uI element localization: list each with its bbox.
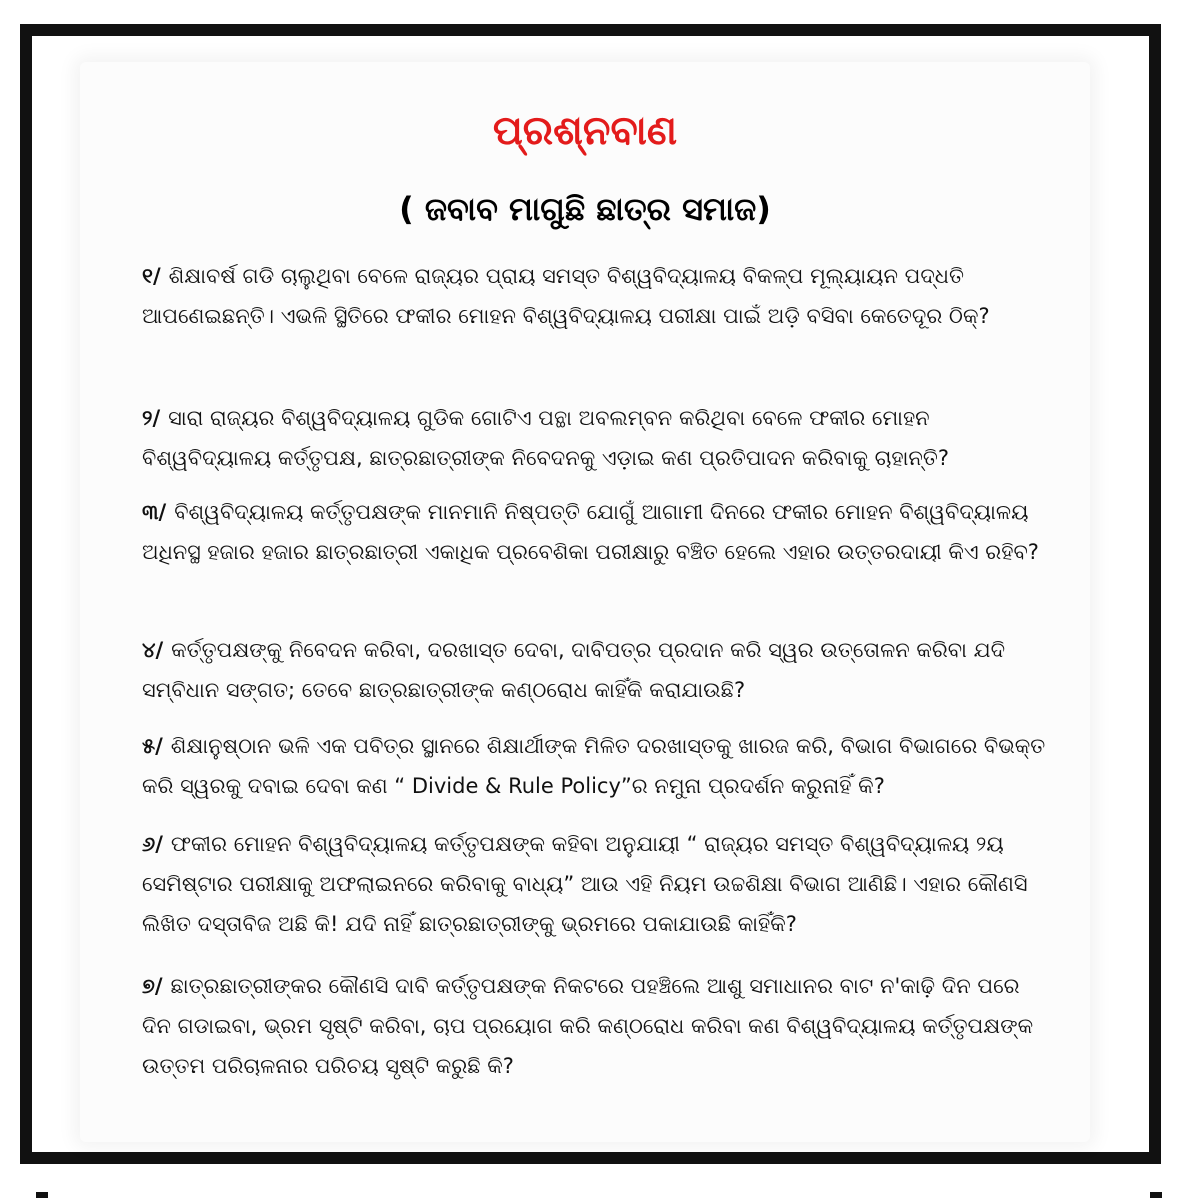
- question-item: [142, 630, 1047, 710]
- question-number: ୪/: [142, 638, 164, 662]
- question-number: ୫/: [142, 734, 163, 758]
- question-text: ବିଶ୍ୱବିଦ୍ୟାଳୟ କର୍ତ୍ତୃପକ୍ଷଙ୍କ ମାନମାନି ନିଷ୍ପତ୍ତି ଯୋଗୁଁ ଆଗାମୀ ଦିନରେ ଫକୀର ମୋହନ ବିଶ୍ୱବିଦ୍ୟାଳୟ ଅଧିନସ୍ଥ ହଜାର ହଜାର ଛାତ୍ରଛାତ୍ରୀ ଏକାଧିକ ପ୍ରବେଶିକା ପରୀକ୍ଷାରୁ ବଞ୍ଚିତ ହେଲେ ଏହାର ଉତ୍ତରଦାୟୀ କିଏ ରହିବ?: [142, 500, 1039, 564]
- document-frame: [20, 24, 1161, 1164]
- question-number: ୨/: [142, 406, 161, 430]
- question-item: [142, 726, 1047, 806]
- question-number: ୭/: [142, 974, 163, 998]
- question-item: [142, 966, 1047, 1086]
- question-number: ୧/: [142, 264, 161, 288]
- question-item: [142, 398, 1047, 478]
- document-card: [80, 62, 1090, 1142]
- question-text: କର୍ତ୍ତୃପକ୍ଷଙ୍କୁ ନିବେଦନ କରିବା, ଦରଖାସ୍ତ ଦେବା, ଦାବିପତ୍ର ପ୍ରଦାନ କରି ସ୍ୱର ଉତ୍ତୋଳନ କରିବା ଯଦି ସମ୍ବିଧାନ ସଙ୍ଗତ; ତେବେ ଛାତ୍ରଛାତ୍ରୀଙ୍କ କଣ୍ଠରୋଧ କାହିଁକି କରାଯାଉଛି?: [142, 638, 1006, 702]
- question-item: [142, 256, 1047, 336]
- question-number: ୩/: [142, 500, 167, 524]
- question-text: ଛାତ୍ରଛାତ୍ରୀଙ୍କର କୌଣସି ଦାବି କର୍ତ୍ତୃପକ୍ଷଙ୍କ ନିକଟରେ ପହଞ୍ଚିଲେ ଆଶୁ ସମାଧାନର ବାଟ ନ'କାଢ଼ି ଦିନ ପରେ ଦିନ ଗଡାଇବା, ଭ୍ରମ ସୃଷ୍ଟି କରିବା, ଚାପ ପ୍ରୟୋଗ କରି କଣ୍ଠରୋଧ କରିବା କଣ ବିଶ୍ୱବିଦ୍ୟାଳୟ କର୍ତ୍ତୃପକ୍ଷଙ୍କ ଉତ୍ତମ ପରିଚାଳନାର ପରିଚୟ ସୃଷ୍ଟି କରୁଛି କି?: [142, 974, 1034, 1078]
- page-title: ପ୍ରଶ୍ନବାଣ: [492, 108, 678, 154]
- corner-mark-left: [36, 1192, 48, 1198]
- question-text: ଫକୀର ମୋହନ ବିଶ୍ୱବିଦ୍ୟାଳୟ କର୍ତ୍ତୃପକ୍ଷଙ୍କ କହିବା ଅନୁଯାୟୀ “ ରାଜ୍ୟର ସମସ୍ତ ବିଶ୍ୱବିଦ୍ୟାଳୟ ୨ୟ ସେମିଷ୍ଟାର ପରୀକ୍ଷାକୁ ଅଫଲାଇନରେ କରିବାକୁ ବାଧ୍ୟ” ଆଉ ଏହି ନିୟମ ଉଚ୍ଚଶିକ୍ଷା ବିଭାଗ ଆଣିଛି। ଏହାର କୌଣସି ଲିଖିତ ଦସ୍ତାବିଜ ଅଛି କି! ଯଦି ନାହିଁ ଛାତ୍ରଛାତ୍ରୀଙ୍କୁ ଭ୍ରମରେ ପକାଯାଉଛି କାହିଁକି?: [142, 832, 1028, 936]
- question-text: ସାରା ରାଜ୍ୟର ବିଶ୍ୱବିଦ୍ୟାଳୟ ଗୁଡିକ ଗୋଟିଏ ପନ୍ଥା ଅବଲମ୍ବନ କରିଥିବା ବେଳେ ଫକୀର ମୋହନ ବିଶ୍ୱବିଦ୍ୟାଳୟ କର୍ତ୍ତୃପକ୍ଷ, ଛାତ୍ରଛାତ୍ରୀଙ୍କ ନିବେଦନକୁ ଏଡ଼ାଇ କଣ ପ୍ରତିପାଦନ କରିବାକୁ ଚାହାନ୍ତି?: [142, 406, 950, 470]
- question-text: ଶିକ୍ଷାନୁଷ୍ଠାନ ଭଳି ଏକ ପବିତ୍ର ସ୍ଥାନରେ ଶିକ୍ଷାର୍ଥୀଙ୍କ ମିଳିତ ଦରଖାସ୍ତକୁ ଖାରଜ କରି, ବିଭାଗ ବିଭାଗରେ ବିଭକ୍ତ କରି ସ୍ୱରକୁ ଦବାଇ ଦେବା କଣ “ Divide & Rule Policy”ର ନମୁନା ପ୍ରଦର୍ଶନ କରୁନାହିଁ କି?: [142, 734, 1046, 798]
- question-number: ୬/: [142, 832, 163, 856]
- corner-mark-right: [1150, 1192, 1162, 1198]
- question-item: [142, 824, 1047, 944]
- page-subtitle: ( ଜବାବ ମାଗୁଛି ଛାତ୍ର ସମାଜ): [399, 190, 771, 228]
- question-text: ଶିକ୍ଷାବର୍ଷ ଗଡି ଚାଲୁଥିବା ବେଳେ ରାଜ୍ୟର ପ୍ରାୟ ସମସ୍ତ ବିଶ୍ୱବିଦ୍ୟାଳୟ ବିକଳ୍ପ ମୂଲ୍ୟାୟନ ପଦ୍ଧତି ଆପଣେଇଛନ୍ତି। ଏଭଳି ସ୍ଥିତିରେ ଫକୀର ମୋହନ ବିଶ୍ୱବିଦ୍ୟାଳୟ ପରୀକ୍ଷା ପାଇଁ ଅଡ଼ି ବସିବା କେତେଦୂର ଠିକ୍?: [142, 264, 990, 328]
- question-item: [142, 492, 1047, 572]
